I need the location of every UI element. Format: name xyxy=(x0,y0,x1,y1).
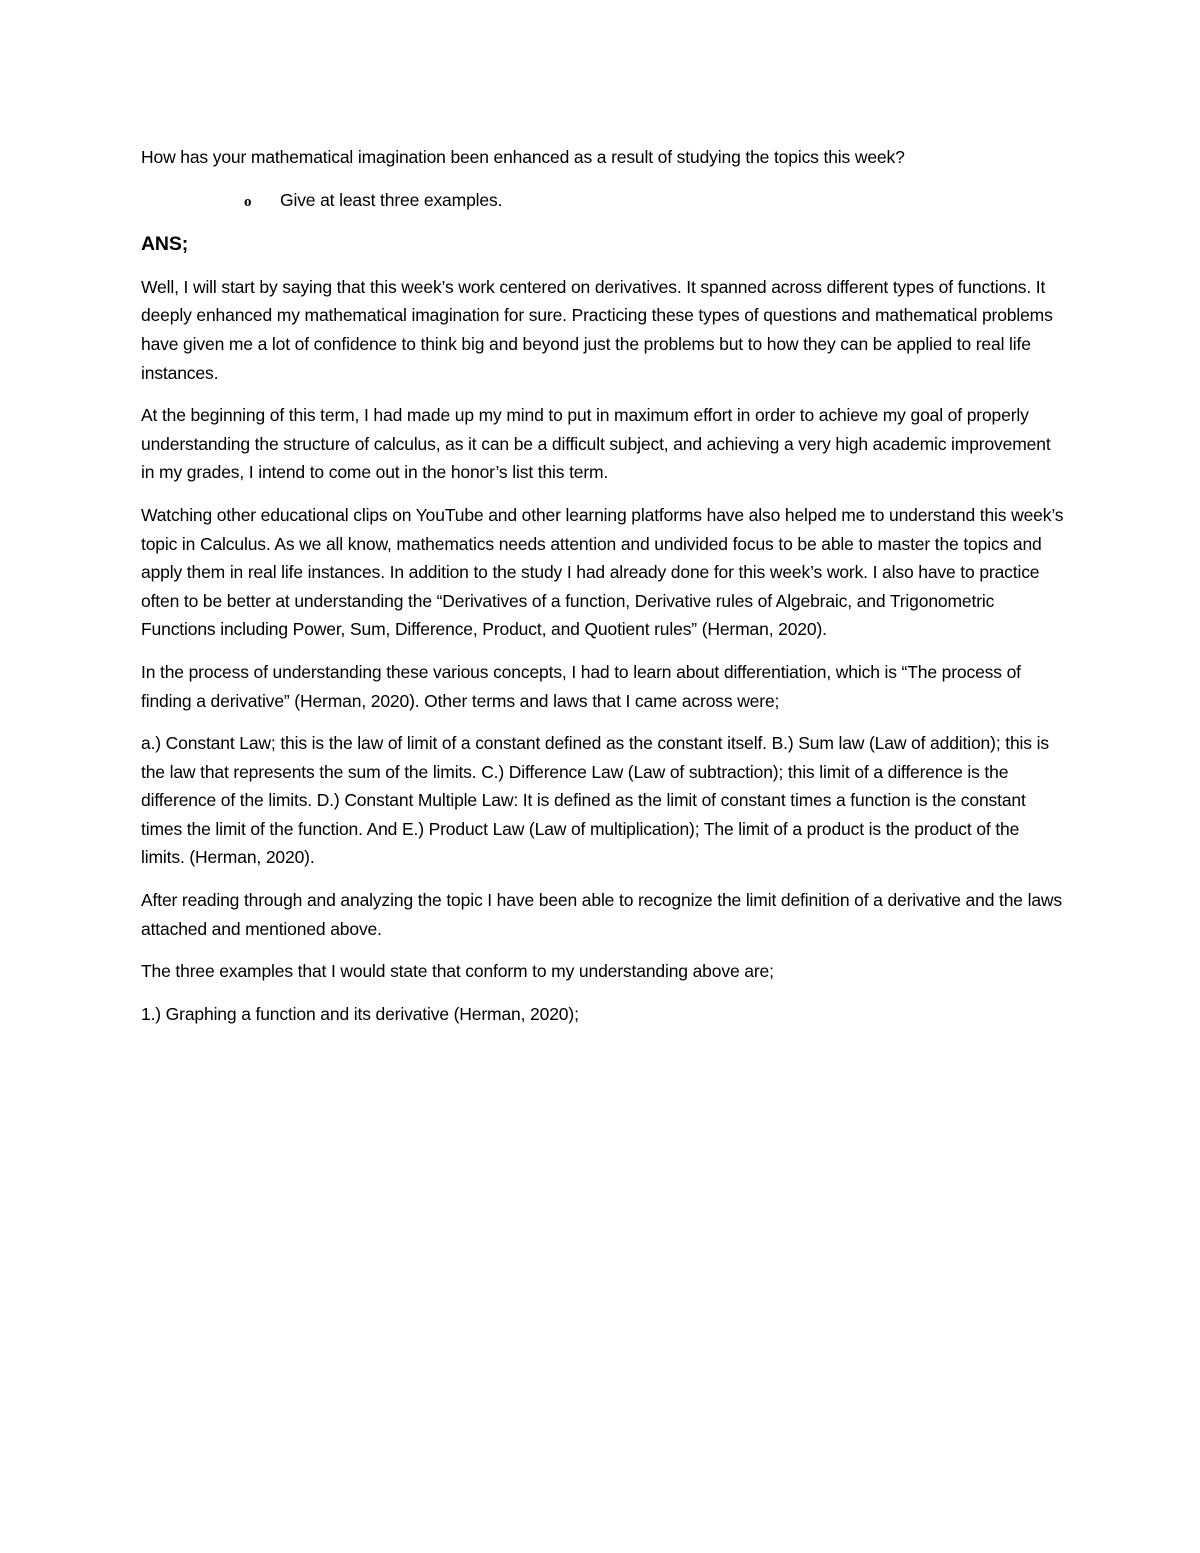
paragraph-differentiation: In the process of understanding these various concepts, I had to learn about differentiation, which is “The process of finding a derivative” (Herman, 2020). Other terms and laws that I came across were; xyxy=(141,661,1021,711)
answer-heading: ANS; xyxy=(141,233,189,256)
bullet-item xyxy=(141,186,1066,217)
bullet-text: Give at least three examples. xyxy=(280,189,503,210)
paragraph-examples-intro: The three examples that I would state that conform to my understanding above are; xyxy=(141,961,774,982)
paragraph-limit-laws: a.) Constant Law; this is the law of limit of a constant defined as the constant itself. B.) Sum law (Law of addition); this is the law that represents the sum of the limits. C.) Difference Law (Law of subtraction); this limit of a difference is the difference of the limits. D.) Constant Multiple Law: It is defined as the limit of constant times a function is the constant times the limit of the function. And E.) Product Law (Law of multiplication); The limit of a product is the product of the limits. (Herman, 2020). xyxy=(141,733,1049,868)
paragraph-intro: Well, I will start by saying that this week’s work centered on derivatives. It spanned across different types of functions. It deeply enhanced my mathematical imagination for sure. Practicing these types of questions and mathematical problems have given me a lot of confidence to think big and beyond just the problems but to how they can be applied to real life instances. xyxy=(141,276,1053,383)
paragraph-example-1: 1.) Graphing a function and its derivative (Herman, 2020); xyxy=(141,1003,579,1024)
document-page xyxy=(141,143,1066,1042)
paragraph-learning: Watching other educational clips on YouTube and other learning platforms have also helped me to understand this week’s topic in Calculus. As we all know, mathematics needs attention and undivided focus to be able to master the topics and apply them in real life instances. In addition to the study I had already done for this week’s work. I also have to practice often to be better at understanding the “Derivatives of a function, Derivative rules of Algebraic, and Trigonometric Functions including Power, Sum, Difference, Product, and Quotient rules” (Herman, 2020). xyxy=(141,504,1064,640)
bullet-marker: o xyxy=(244,193,252,210)
question-text: How has your mathematical imagination been enhanced as a result of studying the topics this week? xyxy=(141,147,905,167)
paragraph-goal: At the beginning of this term, I had made up my mind to put in maximum effort in order to achieve my goal of properly understanding the structure of calculus, as it can be a difficult subject, and achieving a very high academic improvement in my grades, I intend to come out in the honor’s list this term. xyxy=(141,405,1051,483)
paragraph-recognition: After reading through and analyzing the topic I have been able to recognize the limit definition of a derivative and the laws attached and mentioned above. xyxy=(141,890,1063,939)
